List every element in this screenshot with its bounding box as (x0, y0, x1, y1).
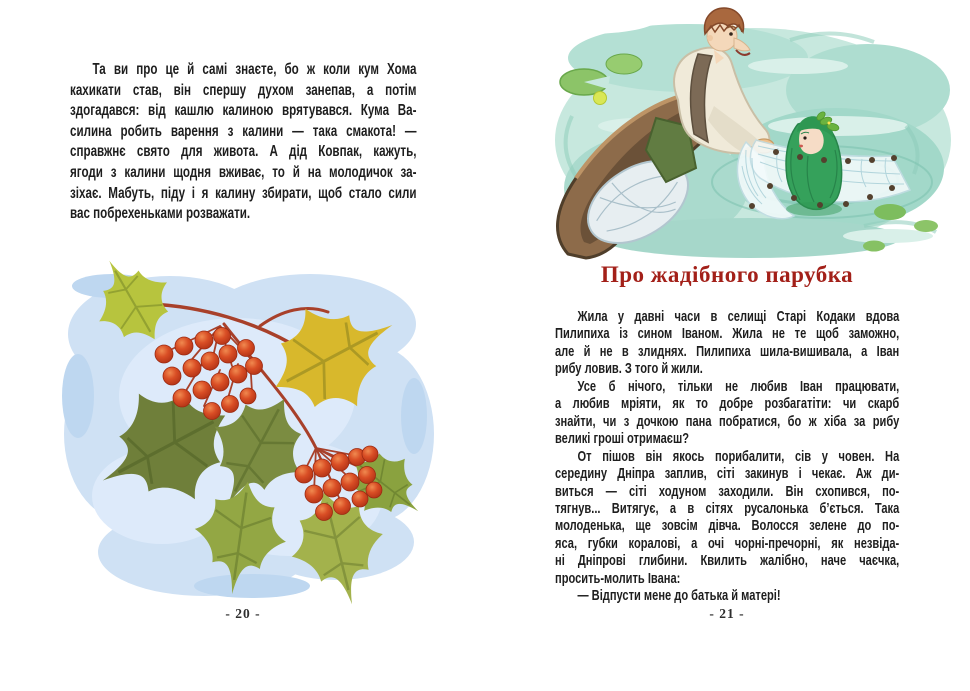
text-line: молоденька, ще зовсім дівча. Волосся зелене до по- (555, 518, 900, 535)
text-line: яса, губки коралові, а очі чорні-пречорні, як незвіда- (555, 535, 900, 552)
text-line: ягоди з калини щодня вживає, то й на молодичок за- (70, 163, 417, 181)
page-number-left: - 20 - (225, 606, 261, 621)
story-title: Про жадібного парубка (600, 262, 854, 287)
text-line: зіхає. Мабуть, піду і я калину збирати, щоб стало сили (70, 184, 417, 202)
paragraph (555, 379, 899, 449)
story-text-left (70, 60, 417, 225)
text-line: але й не в злиднях. Пилипиха шила-вишивала, а Іван (555, 343, 900, 360)
story-text-right (555, 309, 899, 606)
kalyna-illustration (52, 246, 440, 608)
text-line: вас побрехеньками розважати. (70, 205, 251, 223)
text-line: От пішов він якось порибалити, сів у човен. На (577, 448, 900, 465)
text-line: ні Дніпрові глибини. Квилить жалібно, наче чаєчка, (555, 553, 900, 570)
text-line: справжнє свято для живота. А дід Ковпак, кажуть, (70, 143, 417, 161)
paragraph (555, 588, 899, 605)
paragraph (555, 449, 899, 589)
text-line: великі гроші отримаєш? (555, 431, 689, 448)
text-line: рибу ловив. З того й жили. (555, 361, 703, 378)
fisherman-mermaid-illustration (538, 6, 962, 262)
text-line: силина робить варення з калини — така смакота! — (70, 122, 417, 140)
page-number-right: - 21 - (709, 606, 745, 621)
text-line: Та ви про це й самі знаєте, бо ж коли кум Хома (92, 61, 417, 78)
text-line: Жила у давні часи в селищі Старі Кодаки вдова (577, 309, 900, 325)
text-line: тягнув... Витягує, а в сітях русалонька б’ється. Така (555, 500, 900, 517)
text-line: знайти, чи з дочкою пана побратися, бо ж хіба за рибу (555, 413, 900, 430)
text-line: середину Дніпра заплив, сіті закинув і чекає. Аж ди- (555, 466, 900, 483)
text-line: Пилипиха із сином Іваном. Жила не те щоб заможно, (555, 326, 900, 343)
text-line: здогадався: від кашлю калиною врятувався. Кума Ва- (70, 102, 417, 120)
text-line: виться — сіті ходуном заходили. Він схопився, по- (555, 483, 900, 500)
text-line: — Відпусти мене до батька й матері! (577, 588, 781, 605)
text-line: кахикати став, він спершу духом занепав, а потім (70, 81, 417, 99)
paragraph (555, 309, 899, 379)
text-line: а любив мріяти, як то добре розбагатіти: чи скарб (555, 396, 900, 413)
text-line: просить-молить Івана: (555, 570, 681, 587)
text-line: Усе б нічого, тільки не любив Іван працювати, (577, 378, 900, 395)
